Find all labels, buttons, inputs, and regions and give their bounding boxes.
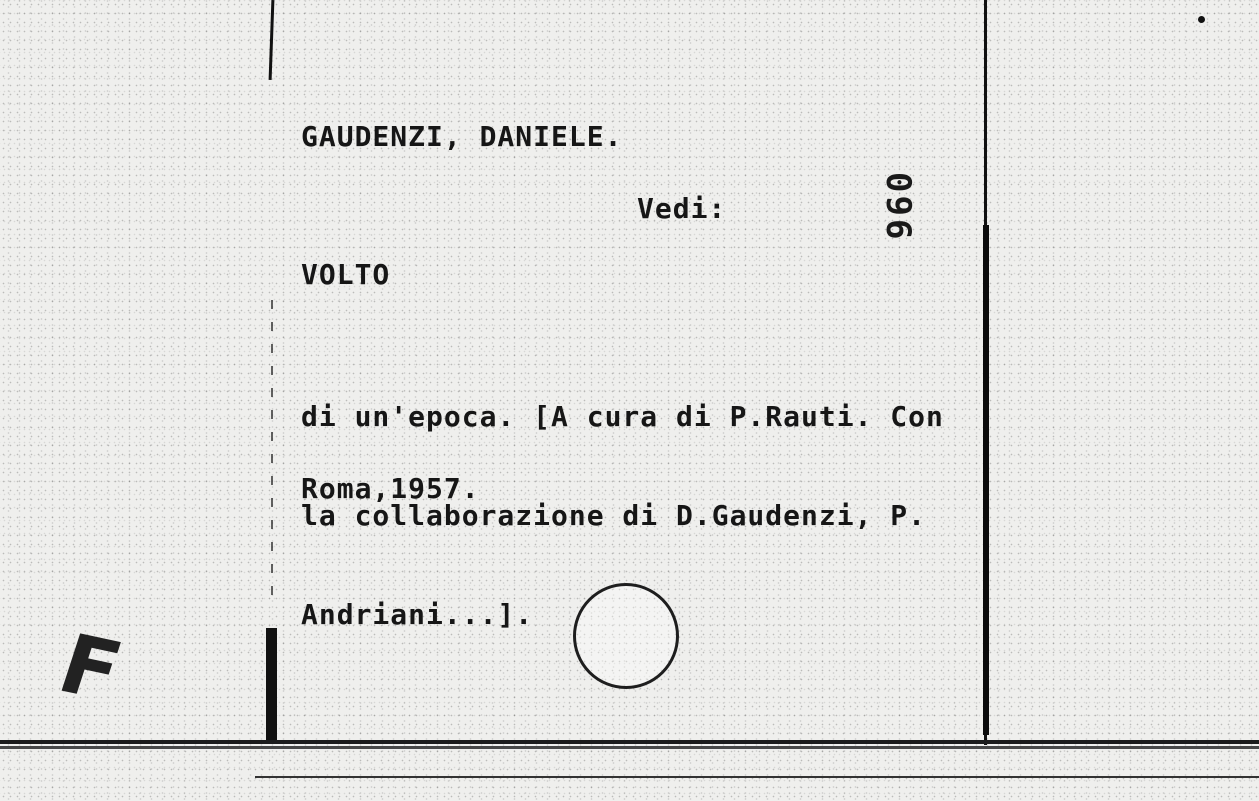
speck-mark bbox=[1198, 16, 1205, 23]
imprint-line: Roma,1957. bbox=[301, 472, 480, 505]
margin-letter-stamp: F bbox=[48, 617, 133, 720]
description-line: Andriani...]. bbox=[301, 598, 534, 631]
left-border-line-top bbox=[269, 0, 275, 80]
next-card-edge bbox=[255, 776, 1259, 778]
title-keyword: VOLTO bbox=[301, 258, 391, 291]
see-reference-label: Vedi: bbox=[637, 192, 727, 225]
author-heading: GAUDENZI, DANIELE. bbox=[301, 120, 623, 153]
description-line: la collaborazione di D.Gaudenzi, P. bbox=[301, 499, 927, 532]
card-bottom-edge-shadow bbox=[0, 746, 1259, 749]
description-line: di un'epoca. [A cura di P.Rauti. Con bbox=[301, 400, 944, 433]
card-bottom-edge bbox=[0, 740, 1259, 744]
left-border-line-bottom bbox=[266, 628, 277, 744]
left-dotted-edge bbox=[271, 300, 273, 600]
catalog-number-stamp: 096 bbox=[878, 172, 918, 243]
card-punch-hole bbox=[573, 583, 679, 689]
